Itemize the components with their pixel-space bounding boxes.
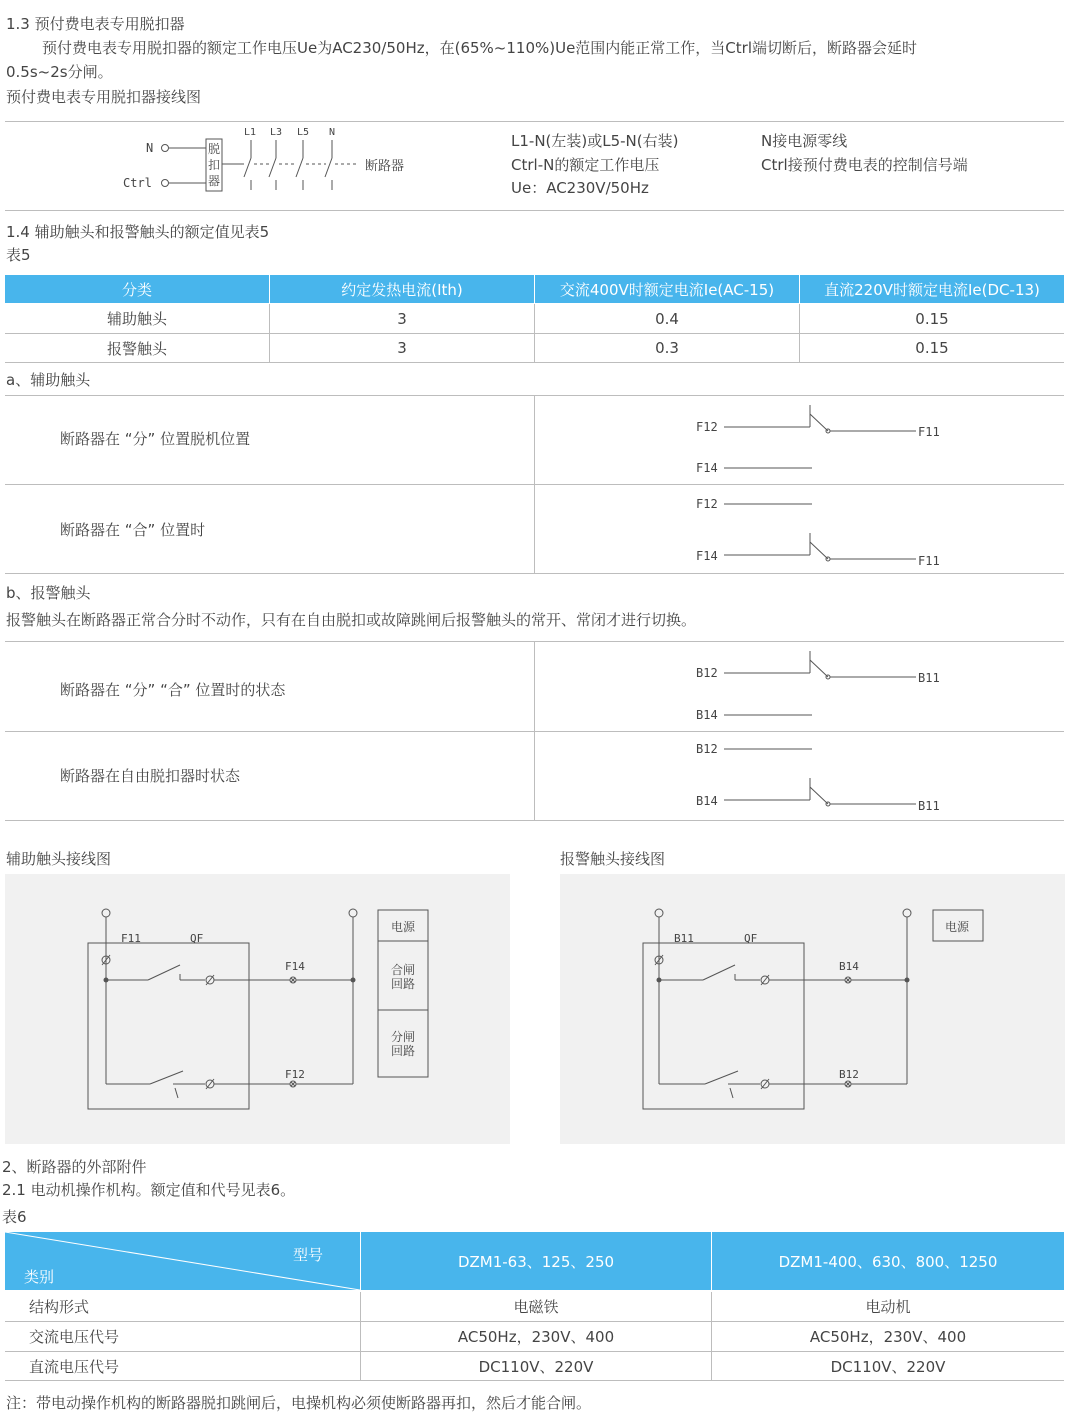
section-1-4-title: 1.4 辅助触头和报警触头的额定值见表5 — [6, 223, 270, 241]
terminal-label: B14 — [696, 708, 718, 722]
section-2-title: 2、断路器的外部附件 — [2, 1158, 147, 1176]
table-rule — [534, 395, 535, 573]
table6-cell: 直流电压代号 — [29, 1357, 120, 1376]
table-rule — [534, 304, 535, 362]
table5-cell: 0.4 — [655, 309, 679, 328]
pole-label: L1 — [244, 127, 257, 138]
terminal-label: F11 — [918, 554, 940, 568]
pole-label: N — [329, 127, 336, 138]
alarm-wiring-panel — [560, 874, 1065, 1144]
close-loop-label: 回路 — [391, 977, 416, 991]
tripper-wiring-diagram — [120, 122, 440, 206]
section-1-3-title: 1.3 预付费电表专用脱扣器 — [6, 15, 185, 33]
open-loop-label: 分闸 — [391, 1030, 416, 1044]
table5-header-cell: 直流220V时额定电流Ie(DC-13) — [824, 280, 1040, 299]
terminal-label: B11 — [918, 671, 940, 685]
terminal-label: B14 — [696, 794, 718, 808]
ctrl-label: Ctrl — [123, 176, 152, 190]
terminal-label: F12 — [696, 420, 718, 434]
alarm-contact-diagram-normal — [690, 646, 960, 728]
table-rule — [711, 1292, 712, 1380]
f11-label: F11 — [121, 932, 141, 945]
table5-label: 表5 — [6, 246, 31, 264]
b12-label: B12 — [839, 1068, 859, 1081]
tripper-char: 扣 — [208, 158, 221, 172]
tripper-char: 器 — [208, 174, 221, 188]
table-rule — [269, 304, 270, 362]
divider — [5, 210, 1064, 211]
table6-cell: 电动机 — [865, 1298, 911, 1316]
aux-wiring-panel — [5, 874, 510, 1144]
b11-label: B11 — [674, 932, 694, 945]
power-label: 电源 — [945, 920, 970, 934]
power-label: 电源 — [391, 920, 416, 934]
table5-header — [5, 275, 1064, 303]
table6-header-cell: DZM1-400、630、800、1250 — [778, 1252, 998, 1271]
footnote: 注：带电动操作机构的断路器脱扣跳闸后，电操机构必须使断路器再扣，然后才能合闸。 — [6, 1394, 592, 1412]
pole-label: L3 — [270, 127, 283, 138]
table5-cell: 0.3 — [655, 339, 679, 357]
aux-wiring-diagram — [5, 874, 510, 1144]
alarm-contact-diagram-tripped — [690, 736, 960, 818]
terminal-label: F12 — [696, 497, 718, 511]
aux-wiring-title: 辅助触头接线图 — [6, 850, 112, 868]
table-rule — [5, 820, 1064, 821]
section-2-1-title: 2.1 电动机操作机构。额定值和代号见表6。 — [2, 1181, 296, 1199]
table6-row — [5, 1352, 1064, 1380]
table-rule — [5, 1380, 1064, 1381]
qf-label: QF — [744, 932, 758, 945]
table5-cell: 3 — [397, 309, 407, 328]
note-col2-line: N接电源零线 — [761, 132, 848, 150]
f12-label: F12 — [285, 1068, 305, 1081]
pole-label: L5 — [297, 127, 310, 138]
table5-cell: 报警触头 — [106, 339, 167, 358]
terminal-label: B11 — [918, 799, 940, 813]
section-1-3-paragraph-line2: 0.5s~2s分闸。 — [6, 63, 113, 81]
table6-label: 表6 — [2, 1208, 27, 1226]
aux-row-label: 断路器在 “合” 位置时 — [60, 521, 206, 539]
close-loop-label: 合闸 — [391, 963, 416, 977]
table-rule — [360, 1292, 361, 1380]
note-col1-line: Ctrl-N的额定工作电压 — [511, 156, 660, 174]
table5-cell: 辅助触头 — [106, 310, 167, 328]
table-rule — [534, 641, 535, 820]
qf-label: QF — [190, 932, 204, 945]
table6-cell: DC110V、220V — [478, 1357, 594, 1376]
table5-header-cell: 约定发热电流(Ith) — [341, 280, 463, 299]
aux-heading: a、辅助触头 — [6, 371, 91, 389]
aux-contact-diagram-closed — [690, 490, 960, 572]
terminal-label: F14 — [696, 461, 718, 475]
table6-cell: AC50Hz，230V、400 — [457, 1328, 615, 1346]
alarm-heading: b、报警触头 — [6, 584, 91, 602]
b14-label: B14 — [839, 960, 859, 973]
alarm-wiring-diagram — [560, 874, 1065, 1144]
note-col1-line: L1-N(左装)或L5-N(右装) — [511, 132, 679, 150]
terminal-label: B12 — [696, 742, 718, 756]
alarm-row-label: 断路器在自由脱扣器时状态 — [60, 767, 241, 785]
table-rule — [5, 362, 1064, 363]
terminal-label: F11 — [918, 425, 940, 439]
table-rule — [5, 573, 1064, 574]
breaker-label: 断路器 — [365, 159, 405, 174]
table6-cell: 电磁铁 — [513, 1298, 559, 1316]
table6-row — [5, 1292, 1064, 1321]
table6-cell: 结构形式 — [29, 1298, 90, 1316]
table5-cell: 0.15 — [915, 339, 949, 357]
alarm-description: 报警触头在断路器正常合分时不动作，只有在自由脱扣或故障跳闸后报警触头的常开、常闭才进行切换。 — [6, 611, 697, 629]
aux-contact-diagram-open — [690, 400, 960, 482]
table6-cell: AC50Hz，230V、400 — [809, 1328, 967, 1346]
note-col2-line: Ctrl接预付费电表的控制信号端 — [761, 156, 968, 174]
alarm-row-label: 断路器在 “分” “合” 位置时的状态 — [60, 681, 286, 699]
table5-header-cell: 交流400V时额定电流Ie(AC-15) — [559, 280, 775, 299]
table6-cell: 交流电压代号 — [29, 1328, 120, 1346]
table5-header-cell: 分类 — [121, 280, 152, 299]
corner-model-label: 型号 — [293, 1246, 324, 1264]
table-rule — [799, 304, 800, 362]
open-loop-label: 回路 — [391, 1044, 416, 1058]
table6-header — [5, 1232, 1064, 1290]
table5-cell: 3 — [397, 339, 407, 357]
table5-cell: 0.15 — [915, 309, 949, 328]
note-col1-line: Ue：AC230V/50Hz — [511, 179, 649, 197]
corner-category-label: 类别 — [24, 1268, 55, 1286]
aux-row-label: 断路器在 “分” 位置脱机位置 — [60, 430, 251, 448]
table6-header-cell: DZM1-63、125、250 — [457, 1252, 615, 1271]
n-label: N — [146, 141, 154, 155]
tripper-char: 脱 — [208, 142, 221, 156]
section-1-3-paragraph-line1: 预付费电表专用脱扣器的额定工作电压Ue为AC230/50Hz，在(65%~110%)Ue范围内能正常工作，当Ctrl端切断后，断路器会延时 — [42, 39, 917, 57]
f14-label: F14 — [285, 960, 305, 973]
alarm-wiring-title: 报警触头接线图 — [560, 850, 666, 868]
table6-row — [5, 1322, 1064, 1351]
wiring-caption: 预付费电表专用脱扣器接线图 — [6, 88, 202, 106]
terminal-label: B12 — [696, 666, 718, 680]
table6-cell: DC110V、220V — [830, 1357, 946, 1376]
terminal-label: F14 — [696, 549, 718, 563]
